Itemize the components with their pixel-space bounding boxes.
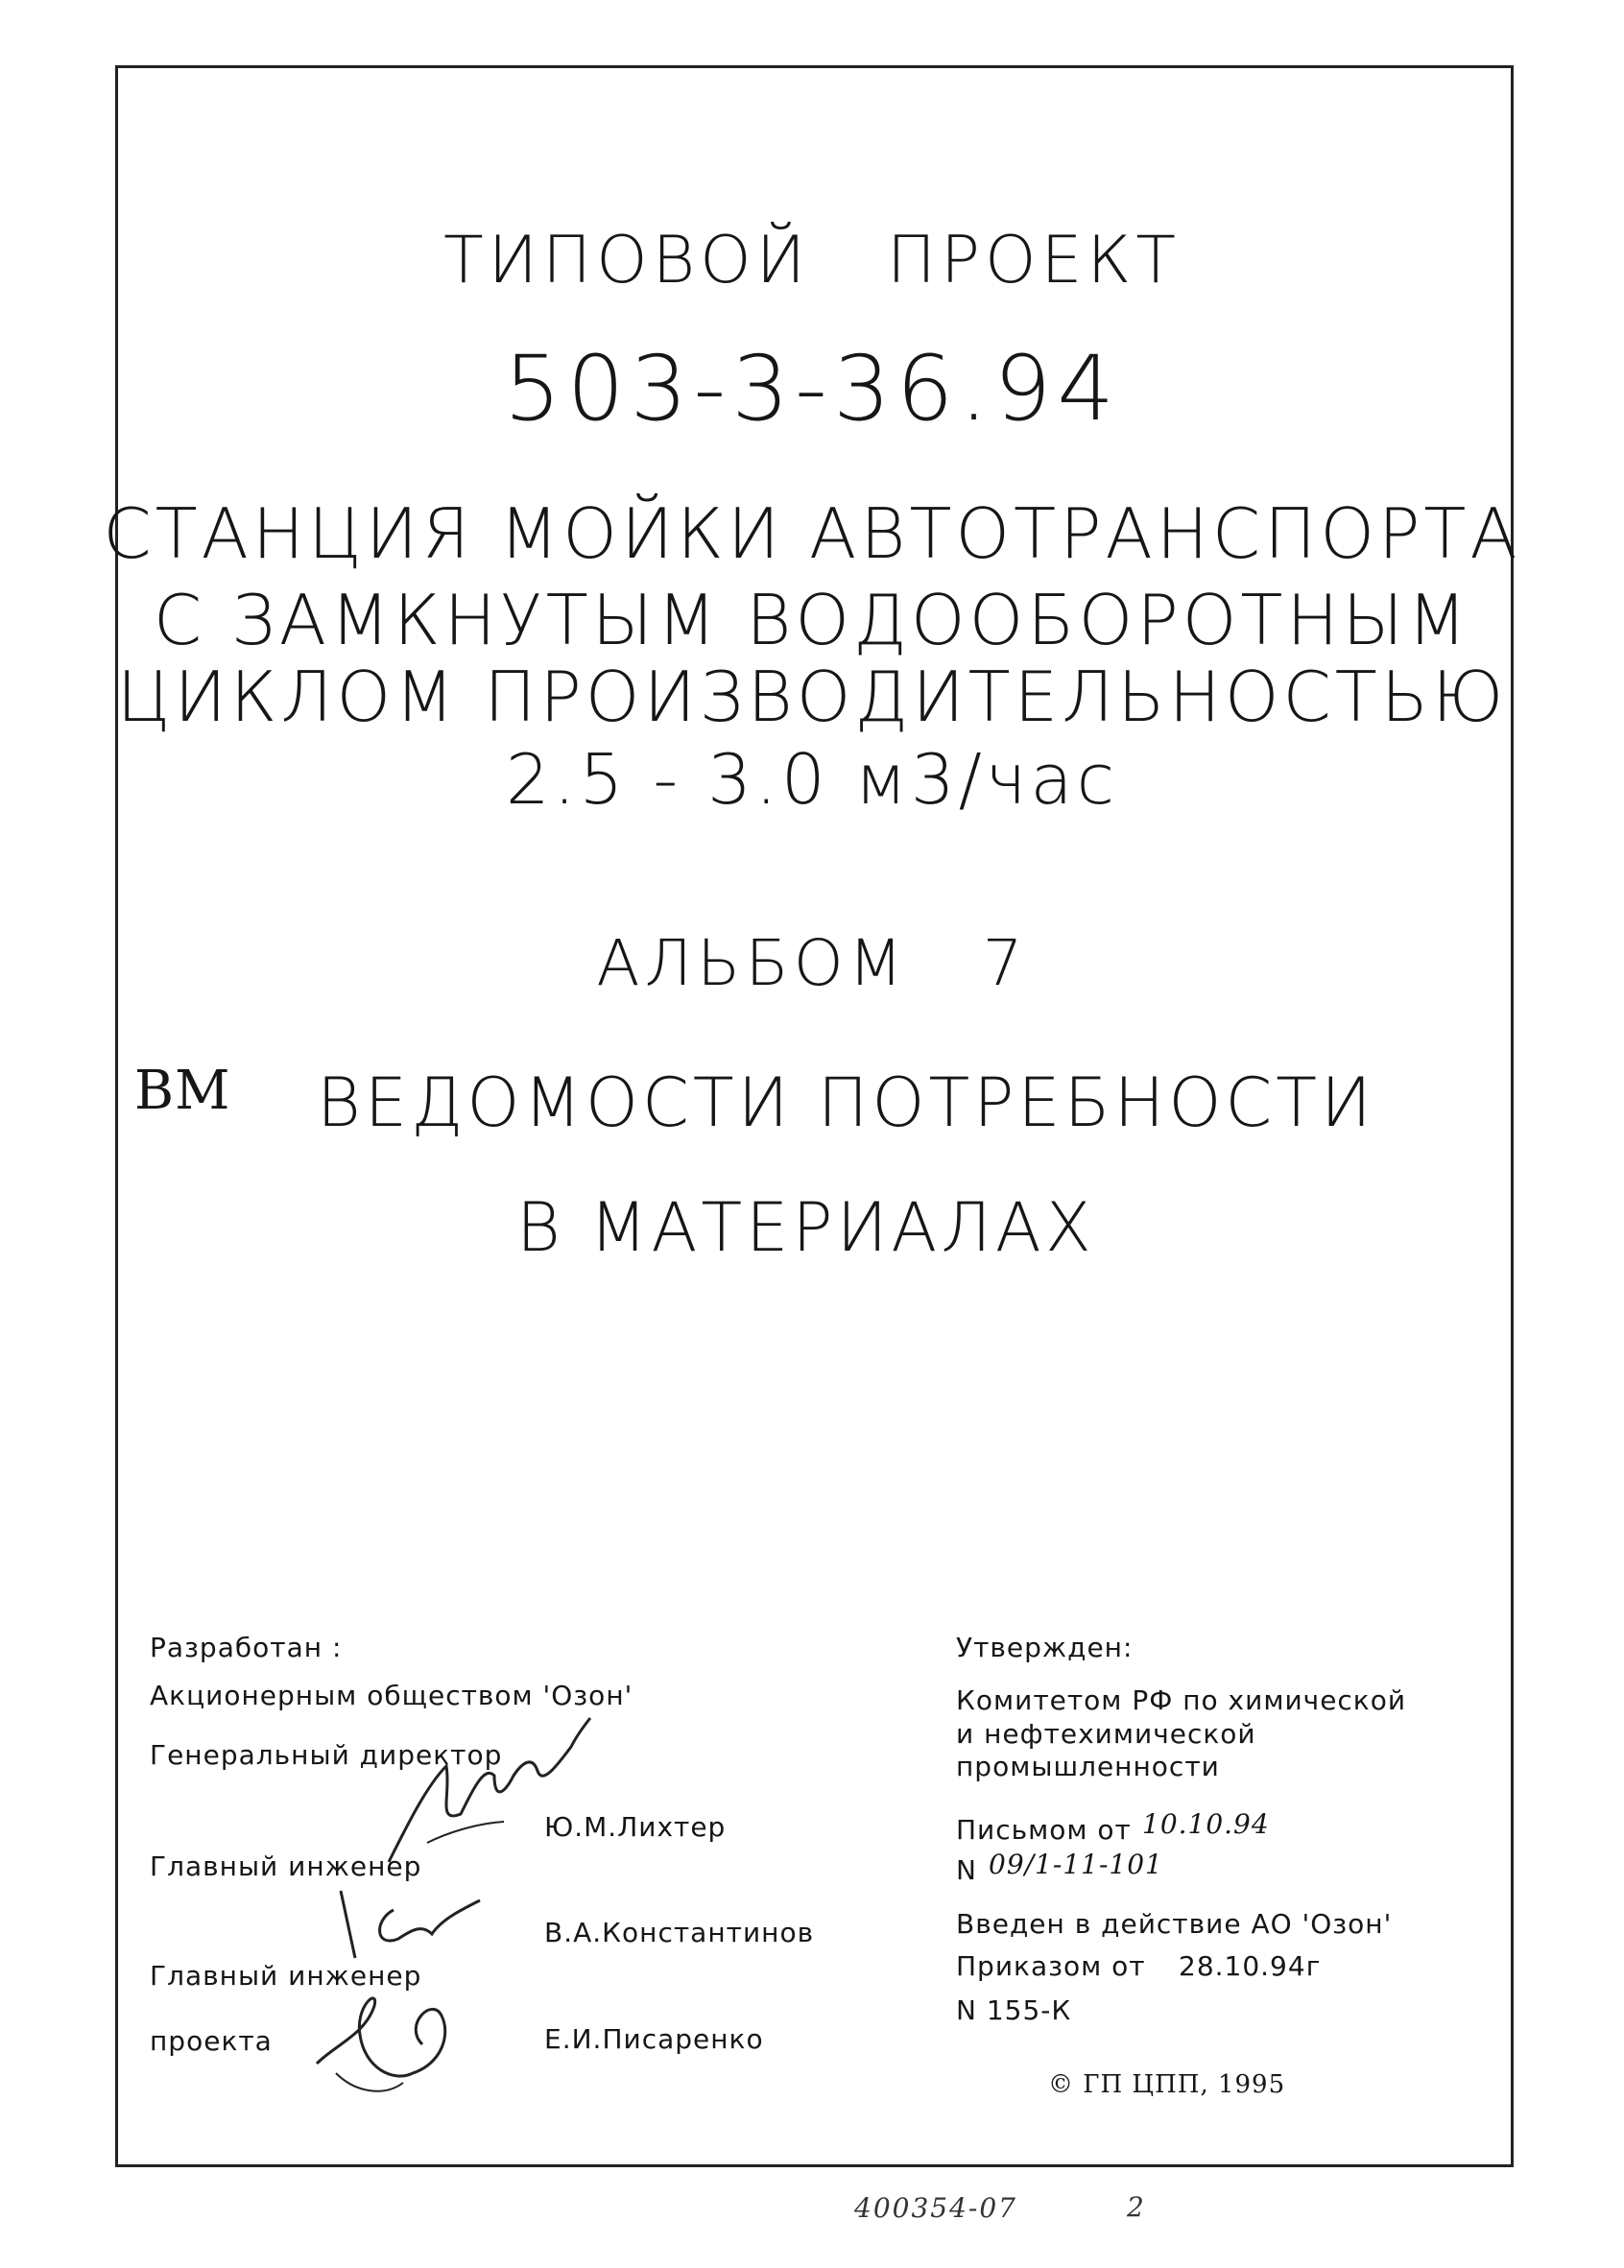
letter-label: Письмом от: [956, 1814, 1132, 1846]
approver-org-line-3: промышленности: [956, 1751, 1220, 1782]
director-signature: [370, 1708, 600, 1872]
project-code: 503-3-36.94: [503, 337, 1121, 442]
letter-number-label: N: [956, 1854, 977, 1886]
section-title-line-2: В МАТЕРИАЛАХ: [516, 1188, 1095, 1267]
chief-engineer-title: Главный инженер: [150, 1850, 422, 1882]
album-number: АЛЬБОМ 7: [596, 926, 1028, 1000]
subtitle-line-3: ЦИКЛОМ ПРОИЗВОДИТЕЛЬНОСТЬЮ: [116, 657, 1508, 737]
page-number: 2: [1127, 2191, 1144, 2223]
project-engineer-title: Главный инженер: [150, 1960, 422, 1992]
copyright-notice: © ГП ЦПП, 1995: [1048, 2070, 1286, 2099]
enacted-statement: Введен в действие АО 'Озон': [956, 1908, 1393, 1940]
subtitle-line-4: 2.5 - 3.0 м3/час: [505, 739, 1119, 820]
order-label: Приказом от: [956, 1950, 1146, 1982]
approver-org-line-2: и нефтехимической: [956, 1718, 1256, 1750]
project-engineer-name: Е.И.Писаренко: [544, 2023, 764, 2055]
section-title-line-1: ВЕДОМОСТИ ПОТРЕБНОСТИ: [317, 1063, 1375, 1142]
project-engineer-signature: [298, 1977, 509, 2102]
document-type-title: ТИПОВОЙ ПРОЕКТ: [443, 223, 1181, 298]
director-title: Генеральный директор: [150, 1739, 503, 1771]
developed-label: Разработан :: [150, 1632, 343, 1663]
approver-org-line-1: Комитетом РФ по химической: [956, 1684, 1407, 1716]
project-engineer-title-2: проекта: [150, 2025, 273, 2057]
director-name: Ю.М.Лихтер: [544, 1811, 727, 1843]
section-code: ВМ: [134, 1060, 231, 1122]
chief-engineer-signature: [326, 1881, 557, 1977]
developer-organization: Акционерным обществом 'Озон': [150, 1680, 633, 1711]
order-number: N 155-К: [956, 1994, 1072, 2026]
order-date: 28.10.94г: [1179, 1950, 1322, 1982]
letter-date: 10.10.94: [1142, 1808, 1270, 1840]
letter-number: 09/1-11-101: [989, 1849, 1163, 1880]
chief-engineer-name: В.А.Константинов: [544, 1917, 815, 1948]
subtitle-line-2: С ЗАМКНУТЫМ ВОДООБОРОТНЫМ: [153, 580, 1471, 660]
subtitle-line-1: СТАНЦИЯ МОЙКИ АВТОТРАНСПОРТА: [103, 493, 1521, 574]
approved-label: Утвержден:: [956, 1632, 1134, 1663]
inventory-number: 400354-07: [854, 2192, 1017, 2224]
